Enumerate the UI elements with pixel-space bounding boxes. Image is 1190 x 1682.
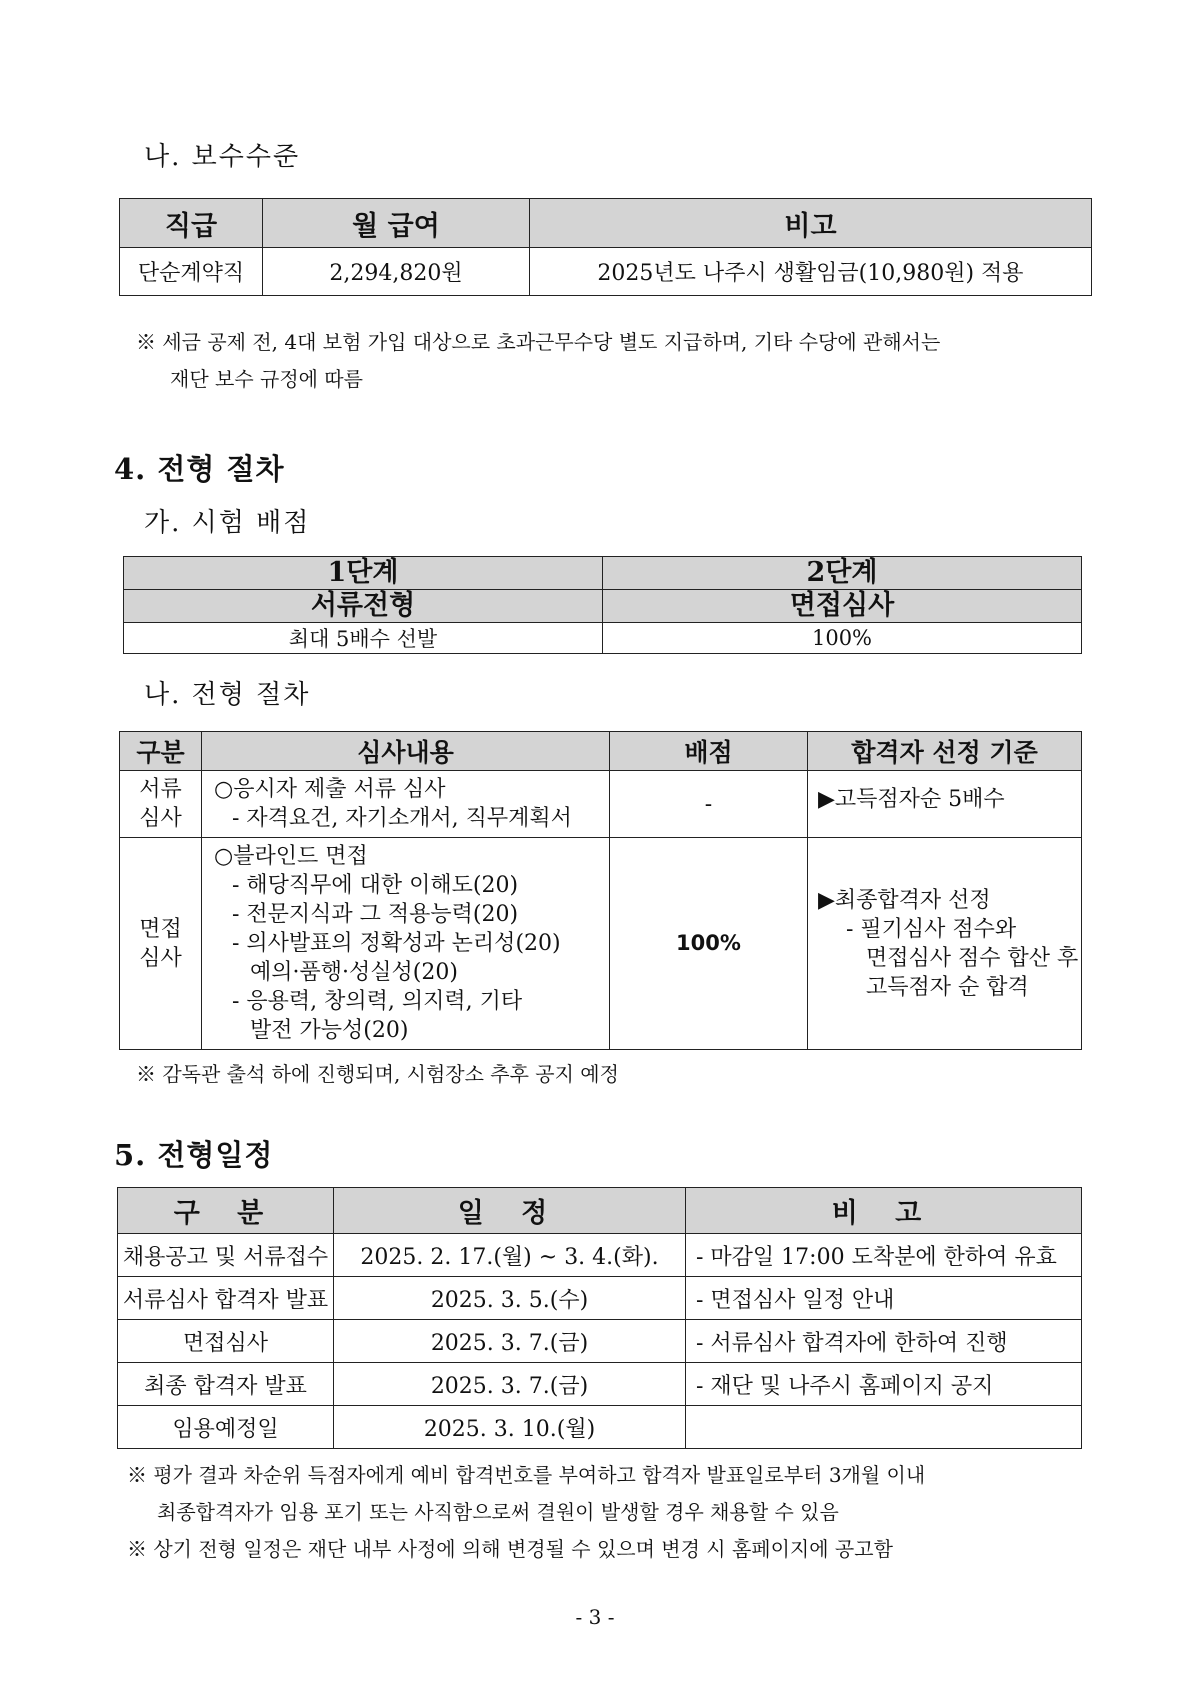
header-criteria: 합격자 선정 기준	[808, 732, 1082, 771]
schedule-note2: ※ 상기 전형 일정은 재단 내부 사정에 의해 변경될 수 있으며 변경 시 홈페이지에 공고함	[127, 1537, 893, 1561]
table-row	[118, 1406, 1082, 1449]
interview-content: ○블라인드 면접 - 해당직무에 대한 이해도(20) - 전문지식과 그 적용능력(20) - 의사발표의 정확성과 논리성(20) 예의·품행·성실성(20) - 응용력, 창의력, 의지력, 기타 발전 가능성(20)	[202, 838, 610, 1050]
salary-note	[136, 324, 940, 398]
stage2-header: 2단계	[603, 557, 1082, 590]
table-row	[118, 1234, 1082, 1277]
table-row	[118, 1363, 1082, 1406]
header-score: 배점	[610, 732, 808, 771]
procedure-table	[119, 731, 1082, 1050]
table-row	[120, 248, 1092, 296]
scoring-table	[123, 556, 1082, 654]
header-grade: 직급	[120, 199, 263, 248]
header-monthly-pay: 월 급여	[263, 199, 530, 248]
section5-title: 5. 전형일정	[114, 1138, 274, 1172]
page-number: - 3 -	[575, 1605, 615, 1629]
stage1-name: 서류전형	[124, 590, 603, 623]
doc-review-criteria: ▶고득점자순 5배수	[808, 771, 1082, 838]
procedure-title: 나. 전형 절차	[144, 680, 311, 710]
doc-review-score: -	[610, 771, 808, 838]
schedule-item: 면접심사	[118, 1320, 334, 1363]
schedule-date: 2025. 3. 7.(금)	[334, 1320, 686, 1363]
schedule-remark	[686, 1406, 1082, 1449]
doc-review-category: 서류 심사	[120, 771, 202, 838]
procedure-table-header	[120, 732, 1082, 771]
schedule-item: 채용공고 및 서류접수	[118, 1234, 334, 1277]
table-row	[124, 623, 1082, 654]
header-remarks: 비고	[530, 199, 1092, 248]
section4-title: 4. 전형 절차	[114, 452, 285, 486]
header-category: 구분	[120, 732, 202, 771]
salary-note-line2: 재단 보수 규정에 따름	[170, 367, 363, 391]
schedule-note1-line1: ※ 평가 결과 차순위 득점자에게 예비 합격번호를 부여하고 합격자 발표일로부터 3개월 이내	[127, 1463, 926, 1487]
header-date: 일 정	[334, 1188, 686, 1234]
pay-cell: 2,294,820원	[263, 248, 530, 296]
schedule-item: 최종 합격자 발표	[118, 1363, 334, 1406]
interview-criteria: ▶최종합격자 선정 - 필기심사 점수와 면접심사 점수 합산 후 고득점자 순 합격	[808, 838, 1082, 1050]
remark-cell: 2025년도 나주시 생활임금(10,980원) 적용	[530, 248, 1092, 296]
salary-section-title: 나. 보수수준	[144, 142, 301, 172]
schedule-date: 2025. 3. 7.(금)	[334, 1363, 686, 1406]
interview-category: 면접 심사	[120, 838, 202, 1050]
schedule-remark: - 재단 및 나주시 홈페이지 공지	[686, 1363, 1082, 1406]
schedule-remark: - 마감일 17:00 도착분에 한하여 유효	[686, 1234, 1082, 1277]
schedule-table	[117, 1187, 1082, 1449]
schedule-notes	[127, 1457, 925, 1568]
stage2-name: 면접심사	[603, 590, 1082, 623]
interview-score: 100%	[610, 838, 808, 1050]
salary-table	[119, 198, 1092, 296]
schedule-date: 2025. 3. 5.(수)	[334, 1277, 686, 1320]
grade-cell: 단순계약직	[120, 248, 263, 296]
table-row	[118, 1320, 1082, 1363]
schedule-date: 2025. 3. 10.(월)	[334, 1406, 686, 1449]
table-row	[118, 1277, 1082, 1320]
table-row	[120, 838, 1082, 1050]
scoring-title: 가. 시험 배점	[144, 508, 311, 538]
stage2-value: 100%	[603, 623, 1082, 654]
procedure-note: ※ 감독관 출석 하에 진행되며, 시험장소 추후 공지 예정	[136, 1062, 619, 1086]
stage1-header: 1단계	[124, 557, 603, 590]
salary-table-header	[120, 199, 1092, 248]
schedule-remark: - 서류심사 합격자에 한하여 진행	[686, 1320, 1082, 1363]
schedule-remark: - 면접심사 일정 안내	[686, 1277, 1082, 1320]
schedule-item: 임용예정일	[118, 1406, 334, 1449]
doc-review-content: ○응시자 제출 서류 심사 - 자격요건, 자기소개서, 직무계획서	[202, 771, 610, 838]
schedule-note1-line2: 최종합격자가 임용 포기 또는 사직함으로써 결원이 발생할 경우 채용할 수 있음	[157, 1500, 839, 1524]
header-item: 구 분	[118, 1188, 334, 1234]
stage1-value: 최대 5배수 선발	[124, 623, 603, 654]
header-content: 심사내용	[202, 732, 610, 771]
schedule-table-header	[118, 1188, 1082, 1234]
salary-note-line1: ※ 세금 공제 전, 4대 보험 가입 대상으로 초과근무수당 별도 지급하며, 기타 수당에 관해서는	[136, 330, 941, 354]
schedule-item: 서류심사 합격자 발표	[118, 1277, 334, 1320]
schedule-date: 2025. 2. 17.(월) ~ 3. 4.(화).	[334, 1234, 686, 1277]
header-remark: 비 고	[686, 1188, 1082, 1234]
table-row	[120, 771, 1082, 838]
